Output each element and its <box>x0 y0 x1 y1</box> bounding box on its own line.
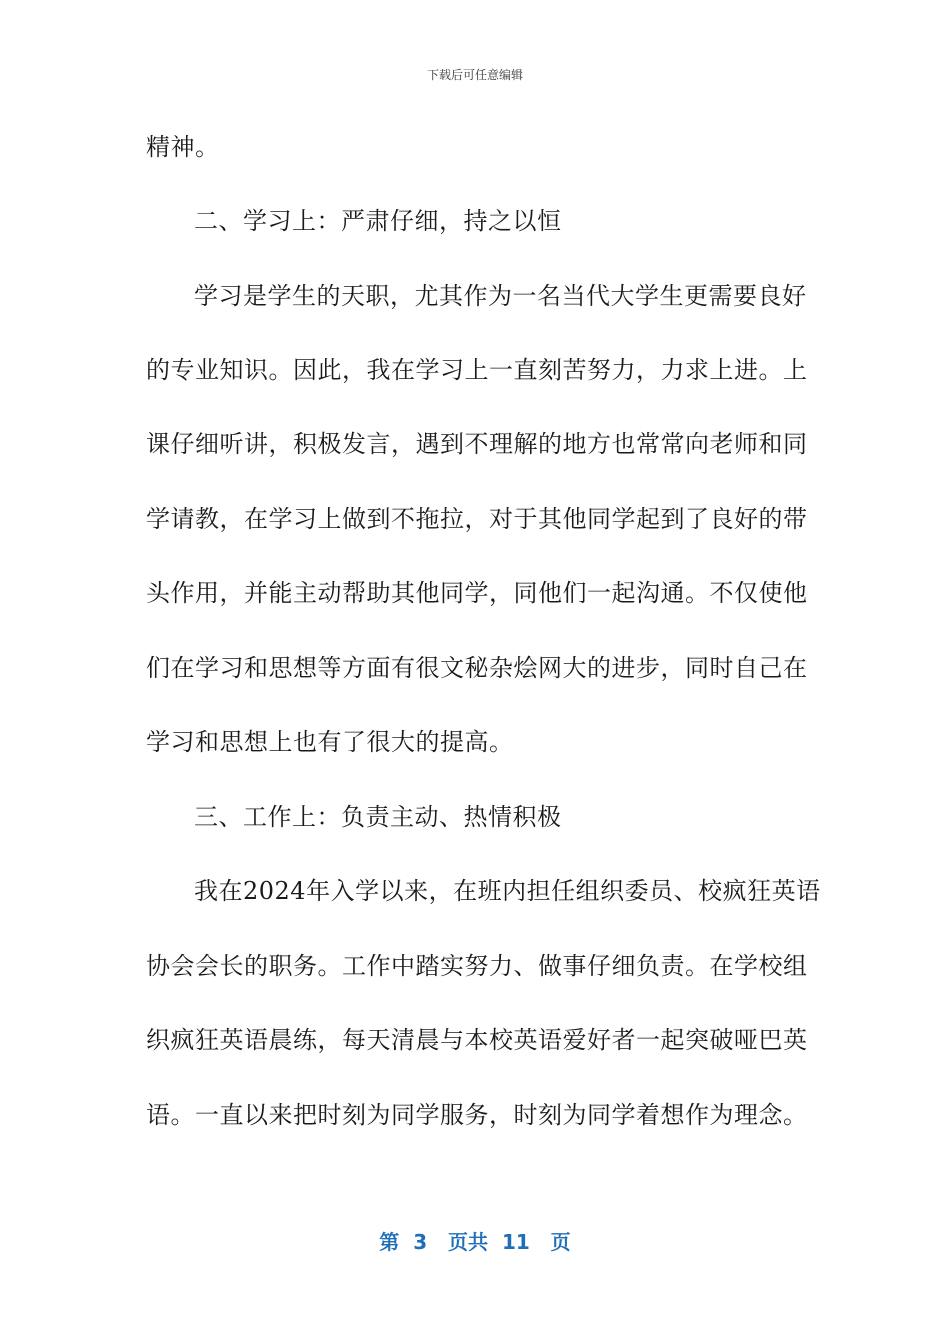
text-line: 精神。 <box>146 133 220 161</box>
text-line: 我在2024年入学以来，在班内担任组织委员、校疯狂英语 <box>194 877 821 905</box>
text-line: 协会会长的职务。工作中踏实努力、做事仔细负责。在学校组 <box>146 952 808 980</box>
text-line: 语。一直以来把时刻为同学服务，时刻为同学着想作为理念。 <box>146 1101 808 1129</box>
text-line: 课仔细听讲，积极发言，遇到不理解的地方也常常向老师和同 <box>146 430 808 458</box>
section-heading: 二、学习上：严肃仔细，持之以恒 <box>194 207 562 235</box>
text-line: 学请教，在学习上做到不拖拉，对于其他同学起到了良好的带 <box>146 505 808 533</box>
text-line: 的专业知识。因此，我在学习上一直刻苦努力，力求上进。上 <box>146 356 808 384</box>
text-line: 学习是学生的天职，尤其作为一名当代大学生更需要良好 <box>194 282 807 310</box>
header-note: 下载后可任意编辑 <box>426 68 523 82</box>
text-line: 学习和思想上也有了很大的提高。 <box>146 728 514 756</box>
page-number-footer: 第 3 页共 11 页 <box>379 1230 571 1254</box>
section-heading: 三、工作上：负责主动、热情积极 <box>194 803 562 831</box>
text-line: 织疯狂英语晨练，每天清晨与本校英语爱好者一起突破哑巴英 <box>146 1026 808 1054</box>
text-line: 头作用，并能主动帮助其他同学，同他们一起沟通。不仅使他 <box>146 579 808 607</box>
text-line: 们在学习和思想等方面有很文秘杂烩网大的进步，同时自己在 <box>146 654 808 682</box>
